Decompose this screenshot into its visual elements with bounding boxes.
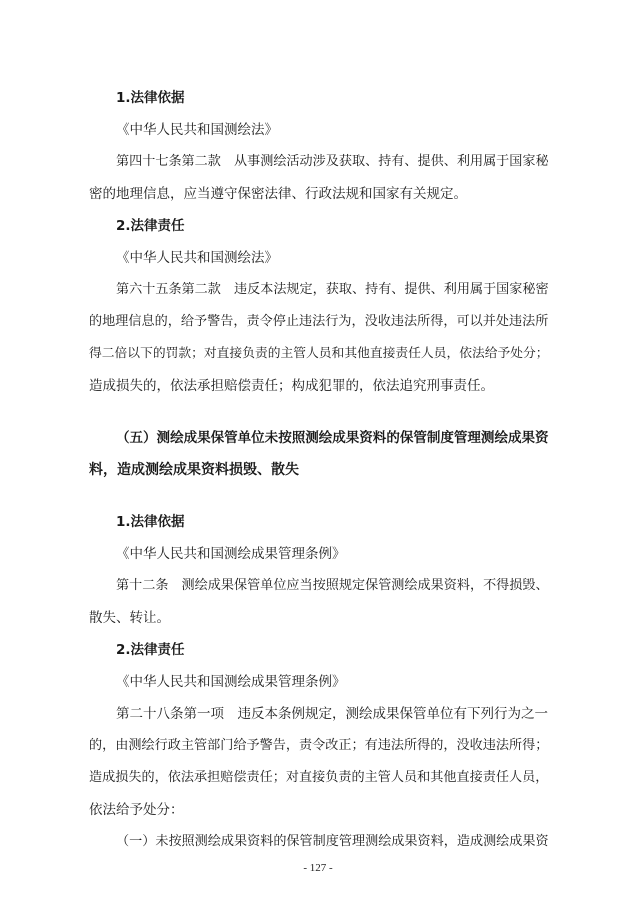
paragraph-line: （一）未按照测绘成果资料的保管制度管理测绘成果资料，造成测绘成果资 [116,834,549,849]
paragraph-line: 造成损失的，依法承担赔偿责任；构成犯罪的，依法追究刑事责任。 [89,378,494,394]
paragraph-line: 的，由测绘行政主管部门给予警告，责令改正；有违法所得的，没收违法所得； [89,738,549,753]
paragraph-line: 造成损失的，依法承担赔偿责任；对直接负责的主管人员和其他直接责任人员， [89,770,549,785]
paragraph-line: 得二倍以下的罚款；对直接负责的主管人员和其他直接责任人员，依法给予处分； [89,346,549,361]
paragraph-line: 的地理信息的，给予警告，责令停止违法行为，没收违法所得，可以并处违法所 [89,314,549,329]
section-heading-legal-basis: 1.法律依据 [116,514,185,530]
paragraph-line: 散失、转让。 [89,610,170,626]
subsection-heading: （五）测绘成果保管单位未按照测绘成果资料的保管制度管理测绘成果资 [116,430,549,446]
law-title: 《中华人民共和国测绘法》 [116,122,278,138]
section-heading-legal-basis: 1.法律依据 [116,90,185,106]
paragraph-line: 第六十五条第二款 违反本法规定，获取、持有、提供、利用属于国家秘密 [116,282,549,297]
paragraph-line: 第四十七条第二款 从事测绘活动涉及获取、持有、提供、利用属于国家秘 [116,154,549,169]
paragraph-line: 依法给予处分： [89,802,184,818]
law-title: 《中华人民共和国测绘成果管理条例》 [116,546,346,562]
section-heading-legal-liability: 2.法律责任 [116,642,185,658]
section-heading-legal-liability: 2.法律责任 [116,218,185,234]
subsection-heading: 料，造成测绘成果资料损毁、散失 [89,462,299,478]
paragraph-line: 第二十八条第一项 违反本条例规定，测绘成果保管单位有下列行为之一 [116,706,548,722]
paragraph-line: 密的地理信息，应当遵守保密法律、行政法规和国家有关规定。 [89,186,467,202]
law-title: 《中华人民共和国测绘法》 [116,250,278,266]
paragraph-line: 第十二条 测绘成果保管单位应当按照规定保管测绘成果资料，不得损毁、 [116,578,549,593]
page-number: - 127 - [303,862,333,874]
law-title: 《中华人民共和国测绘成果管理条例》 [116,674,346,690]
